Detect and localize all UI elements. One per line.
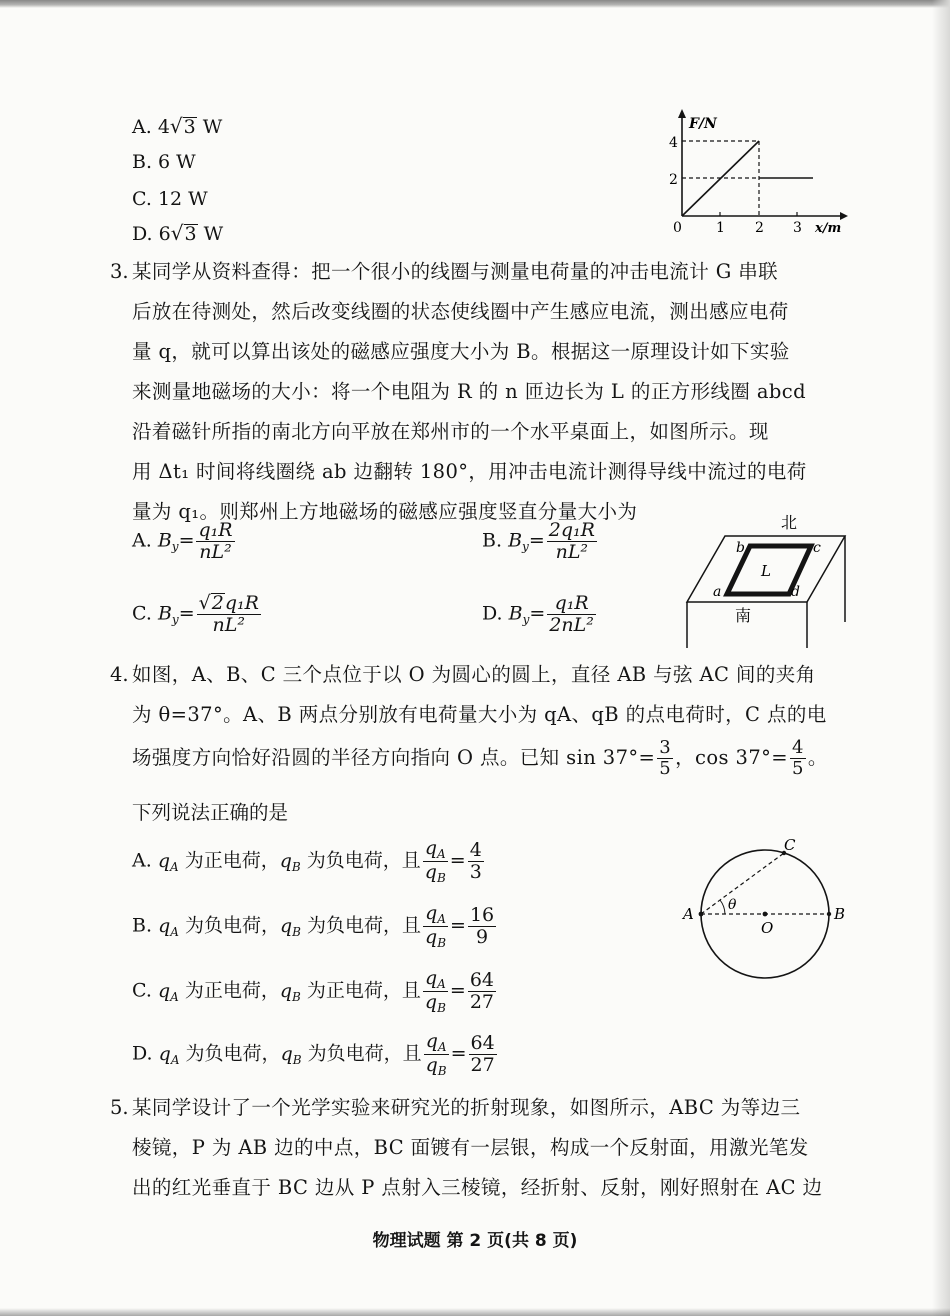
x-axis-label: x/m — [815, 221, 842, 236]
point-b-label: B — [834, 905, 846, 923]
y-tick-4: 4 — [669, 135, 678, 151]
q4-option-c: C. $q_A$ 为正电荷，$q_B$ 为正电荷，且 $\frac{q_A}{q_B}$ = $\frac{64}{27}$ — [132, 967, 495, 1016]
q4-stem: 如图，A、B、C 三个点位于以 O 为圆心的圆上，直径 AB 与弦 AC 间的夹角 为 θ=37°。A、B 两点分别放有电荷量大小为 qA、qB 的点电荷时，C 点的电 — [132, 663, 827, 726]
q2-option-b: B. 6 W — [132, 151, 196, 173]
q2-option-c: C. 12 W — [132, 188, 208, 210]
force-displacement-graph — [665, 108, 850, 238]
q2-option-a: A. 4√3 W — [132, 114, 223, 138]
q4-stem-line4: 下列说法正确的是 — [132, 801, 289, 824]
point-a-label: A — [683, 905, 694, 923]
q3-number: 3. — [110, 260, 129, 283]
q5-number: 5. — [110, 1096, 129, 1119]
coil-table-figure — [683, 510, 853, 652]
y-axis-label: F/N — [689, 116, 717, 132]
vertex-d-label: d — [791, 584, 800, 600]
x-tick-3: 3 — [793, 220, 802, 236]
q4-option-a: A. $q_A$ 为正电荷，$q_B$ 为负电荷，且 $\frac{q_A}{q_B}$ = $\frac{4}{3}$ — [132, 837, 482, 886]
chord-ac — [701, 853, 784, 914]
theta-label: θ — [728, 897, 737, 913]
q4-option-d: D. $q_A$ 为负电荷，$q_B$ 为负电荷，且 $\frac{q_A}{q_B}$ = $\frac{64}{27}$ — [132, 1030, 495, 1079]
q3-option-d: D. $B_y=$ $\frac{\text{q₁R}}{\text{2nL²}}$ — [482, 592, 594, 636]
vertex-b-label: b — [736, 540, 745, 556]
q3-option-a: A. $B_y=$ $\frac{\text{q₁R}}{\text{nL²}}$ — [132, 519, 233, 563]
circle-figure — [680, 834, 850, 980]
side-label: L — [761, 562, 771, 580]
y-axis-arrow — [678, 109, 686, 118]
angle-arc — [720, 900, 725, 914]
point-o-label: O — [761, 919, 774, 937]
x-tick-1: 1 — [716, 220, 725, 236]
scan-top-edge — [0, 0, 950, 8]
x-axis-arrow — [840, 212, 848, 220]
vertex-c-label: c — [813, 540, 821, 556]
q5-stem: 某同学设计了一个光学实验来研究光的折射现象，如图所示，ABC 为等边三 棱镜，P 为 AB 边的中点，BC 面镀有一层银，构成一个反射面，用激光笔发 出的红光垂直于 BC 边从 P 点射入三棱镜，经折射、反射，刚好照射在 AC 边 — [132, 1096, 823, 1199]
north-label: 北 — [781, 513, 798, 532]
q3-option-b: B. $B_y=$ $\frac{\text{2q₁R}}{\text{nL²}}$ — [482, 519, 595, 563]
scan-right-edge — [932, 0, 950, 1316]
q3-option-c: C. $B_y=$ $\frac{\text{√2q₁R}}{\text{nL²}}$ — [132, 592, 259, 636]
q2-option-d: D. 6√3 W — [132, 221, 224, 245]
q4-option-b: B. $q_A$ 为负电荷，$q_B$ 为负电荷，且 $\frac{q_A}{q_B}$ = $\frac{16}{9}$ — [132, 902, 495, 951]
x-tick-0: 0 — [673, 220, 682, 236]
vertex-a-label: a — [713, 584, 722, 600]
y-tick-2: 2 — [669, 172, 678, 188]
point-c-label: C — [784, 836, 796, 854]
scan-bottom-edge — [0, 1308, 950, 1316]
q3-stem: 某同学从资料查得：把一个很小的线圈与测量电荷量的冲击电流计 G 串联 后放在待测处，然后改变线圈的状态使线圈中产生感应电流，测出感应电荷 量 q，就可以算出该处的磁感应强度大小为 B。根据这一原理设计如下实验 来测量地磁场的大小：将一个电阻为 R 的 n 匝边长为 L 的正方形线圈 abcd 沿着磁针所指的南北方向平放在郑州市的一个水平桌面上，如图所示。现 用 Δt₁ 时间将线圈绕 ab 边翻转 180°，用冲击电流计测得导线中流过的电荷 量为 q₁。则郑州上方地磁场的磁感应强度竖直分量大小为 — [132, 260, 807, 523]
q4-stem-line3: 场强度方向恰好沿圆的半径方向指向 O 点。已知 sin 37°= $\frac{3}{5}$ ，cos 37°= $\frac{4}{5}$ 。 — [132, 737, 828, 779]
south-label: 南 — [735, 606, 752, 625]
q4-number: 4. — [110, 663, 129, 686]
x-tick-2: 2 — [755, 220, 764, 236]
page-footer: 物理试题 第 2 页(共 8 页) — [372, 1231, 578, 1251]
